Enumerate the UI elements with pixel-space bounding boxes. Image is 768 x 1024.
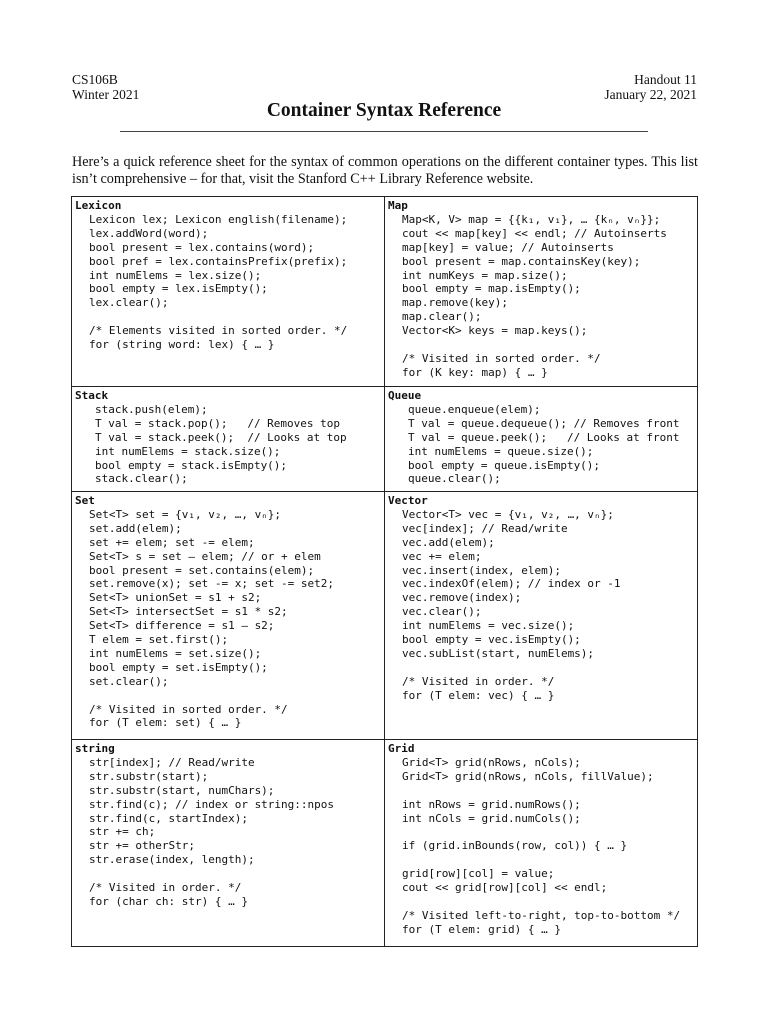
intro-paragraph: Here’s a quick reference sheet for the syntax of common operations on the different container types. This list isn’t comprehensive – for that, visit the Stanford C++ Library Reference website. bbox=[72, 154, 698, 187]
code-line: str += ch; bbox=[89, 825, 156, 839]
code-line: /* Visited in order. */ bbox=[89, 881, 242, 895]
code-block bbox=[388, 508, 694, 703]
code-line: vec.indexOf(elem); // index or -1 bbox=[402, 577, 621, 591]
box-vector bbox=[385, 492, 698, 740]
code-line: set.add(elem); bbox=[89, 521, 182, 535]
box-title: Queue bbox=[388, 389, 422, 402]
code-line: int numElems = stack.size(); bbox=[95, 444, 281, 458]
code-line: vec.subList(start, numElems); bbox=[402, 646, 595, 660]
code-line: /* Visited in order. */ bbox=[402, 674, 555, 688]
code-line: str.substr(start, numChars); bbox=[89, 783, 275, 797]
handout-header bbox=[604, 72, 697, 102]
title-divider bbox=[120, 131, 648, 132]
code-line: for (K key: map) { … } bbox=[402, 365, 548, 379]
code-line: int nRows = grid.numRows(); bbox=[402, 797, 581, 811]
code-line: vec.insert(index, elem); bbox=[402, 563, 561, 577]
code-line: Grid<T> grid(nRows, nCols); bbox=[402, 755, 581, 769]
blank-line bbox=[89, 867, 381, 881]
code-line: map.remove(key); bbox=[402, 296, 508, 310]
code-line: T elem = set.first(); bbox=[89, 633, 229, 647]
code-line: /* Visited in sorted order. */ bbox=[402, 351, 601, 365]
blank-line bbox=[402, 895, 694, 909]
code-line: int numElems = set.size(); bbox=[89, 646, 262, 660]
code-line: vec += elem; bbox=[402, 549, 482, 563]
code-line: Set<T> difference = s1 – s2; bbox=[89, 619, 275, 633]
code-line: bool empty = lex.isEmpty(); bbox=[89, 282, 268, 296]
code-line: T val = stack.pop(); // Removes top bbox=[95, 416, 341, 430]
code-line: str[index]; // Read/write bbox=[89, 755, 255, 769]
code-block bbox=[388, 756, 694, 937]
code-line: set.remove(x); set -= x; set -= set2; bbox=[89, 577, 335, 591]
code-line: bool present = map.containsKey(key); bbox=[402, 254, 641, 268]
code-line: vec.clear(); bbox=[402, 605, 482, 619]
code-line: for (T elem: vec) { … } bbox=[402, 688, 555, 702]
code-line: Set<T> unionSet = s1 + s2; bbox=[89, 591, 262, 605]
code-line: for (T elem: grid) { … } bbox=[402, 922, 561, 936]
code-line: bool empty = set.isEmpty(); bbox=[89, 660, 268, 674]
code-line: Lexicon lex; Lexicon english(filename); bbox=[89, 212, 348, 226]
code-block bbox=[75, 213, 381, 352]
code-line: for (string word: lex) { … } bbox=[89, 338, 275, 352]
code-block bbox=[75, 756, 381, 909]
box-title: Grid bbox=[388, 742, 415, 755]
code-line: queue.clear(); bbox=[408, 472, 501, 486]
code-line: bool empty = queue.isEmpty(); bbox=[408, 458, 601, 472]
code-line: /* Visited left-to-right, top-to-bottom */ bbox=[402, 908, 681, 922]
code-line: bool present = set.contains(elem); bbox=[89, 563, 315, 577]
code-line: for (char ch: str) { … } bbox=[89, 894, 248, 908]
code-line: int numElems = queue.size(); bbox=[408, 444, 594, 458]
code-line: int numKeys = map.size(); bbox=[402, 268, 568, 282]
box-title: Stack bbox=[75, 389, 109, 402]
code-line: grid[row][col] = value; bbox=[402, 867, 555, 881]
course-header bbox=[72, 72, 139, 102]
code-line: bool pref = lex.containsPrefix(prefix); bbox=[89, 254, 348, 268]
code-line: str.erase(index, length); bbox=[89, 853, 255, 867]
blank-line bbox=[89, 689, 381, 703]
handout-date: January 22, 2021 bbox=[604, 87, 697, 102]
blank-line bbox=[402, 338, 694, 352]
box-lexicon bbox=[72, 197, 385, 387]
code-line: queue.enqueue(elem); bbox=[408, 402, 541, 416]
page-title: Container Syntax Reference bbox=[266, 100, 502, 121]
code-line: bool present = lex.contains(word); bbox=[89, 240, 315, 254]
code-line: Set<T> set = {v₁, v₂, …, vₙ}; bbox=[89, 507, 282, 521]
code-line: int numElems = vec.size(); bbox=[402, 619, 575, 633]
code-line: T val = queue.dequeue(); // Removes front bbox=[408, 416, 680, 430]
box-title: Vector bbox=[388, 494, 428, 507]
code-line: bool empty = vec.isEmpty(); bbox=[402, 633, 581, 647]
blank-line bbox=[402, 784, 694, 798]
code-line: map.clear(); bbox=[402, 310, 482, 324]
code-line: stack.push(elem); bbox=[95, 402, 208, 416]
code-line: Grid<T> grid(nRows, nCols, fillValue); bbox=[402, 769, 654, 783]
code-line: Vector<T> vec = {v₁, v₂, …, vₙ}; bbox=[402, 507, 614, 521]
code-line: set.clear(); bbox=[89, 674, 169, 688]
code-line: lex.addWord(word); bbox=[89, 226, 209, 240]
code-line: vec.add(elem); bbox=[402, 535, 495, 549]
course-code: CS106B bbox=[72, 72, 118, 87]
code-line: Vector<K> keys = map.keys(); bbox=[402, 324, 588, 338]
box-title: Lexicon bbox=[75, 199, 122, 212]
code-line: str.find(c); // index or string::npos bbox=[89, 797, 335, 811]
code-line: bool empty = map.isEmpty(); bbox=[402, 282, 581, 296]
box-stack bbox=[72, 387, 385, 492]
code-line: T val = stack.peek(); // Looks at top bbox=[95, 430, 347, 444]
code-line: Set<T> intersectSet = s1 * s2; bbox=[89, 605, 288, 619]
code-line: set += elem; set -= elem; bbox=[89, 535, 255, 549]
code-line: cout << map[key] << endl; // Autoinserts bbox=[402, 226, 667, 240]
code-line: vec[index]; // Read/write bbox=[402, 521, 568, 535]
blank-line bbox=[402, 853, 694, 867]
code-line: /* Visited in sorted order. */ bbox=[89, 702, 288, 716]
box-grid bbox=[385, 740, 698, 947]
code-line: int nCols = grid.numCols(); bbox=[402, 811, 581, 825]
box-title: Set bbox=[75, 494, 95, 507]
code-block bbox=[75, 508, 381, 730]
code-line: bool empty = stack.isEmpty(); bbox=[95, 458, 288, 472]
box-title: string bbox=[75, 742, 115, 755]
code-line: map[key] = value; // Autoinserts bbox=[402, 240, 614, 254]
code-line: str.find(c, startIndex); bbox=[89, 811, 248, 825]
reference-table bbox=[71, 196, 698, 947]
handout-number: Handout 11 bbox=[634, 72, 697, 87]
code-line: if (grid.inBounds(row, col)) { … } bbox=[402, 839, 628, 853]
box-map bbox=[385, 197, 698, 387]
code-line: cout << grid[row][col] << endl; bbox=[402, 881, 608, 895]
code-line: for (T elem: set) { … } bbox=[89, 716, 242, 730]
code-line: T val = queue.peek(); // Looks at front bbox=[408, 430, 680, 444]
course-term: Winter 2021 bbox=[72, 87, 140, 102]
blank-line bbox=[402, 825, 694, 839]
code-line: stack.clear(); bbox=[95, 472, 188, 486]
code-line: vec.remove(index); bbox=[402, 591, 522, 605]
code-block bbox=[388, 213, 694, 380]
box-queue bbox=[385, 387, 698, 492]
code-line: int numElems = lex.size(); bbox=[89, 268, 262, 282]
blank-line bbox=[89, 310, 381, 324]
box-string bbox=[72, 740, 385, 947]
code-block bbox=[388, 403, 694, 486]
code-line: str.substr(start); bbox=[89, 769, 209, 783]
box-set bbox=[72, 492, 385, 740]
box-title: Map bbox=[388, 199, 408, 212]
code-line: lex.clear(); bbox=[89, 296, 169, 310]
code-block bbox=[75, 403, 381, 486]
code-line: str += otherStr; bbox=[89, 839, 195, 853]
blank-line bbox=[402, 661, 694, 675]
code-line: Map<K, V> map = {{k₁, v₁}, … {kₙ, vₙ}}; bbox=[402, 212, 661, 226]
code-line: Set<T> s = set – elem; // or + elem bbox=[89, 549, 321, 563]
code-line: /* Elements visited in sorted order. */ bbox=[89, 324, 348, 338]
